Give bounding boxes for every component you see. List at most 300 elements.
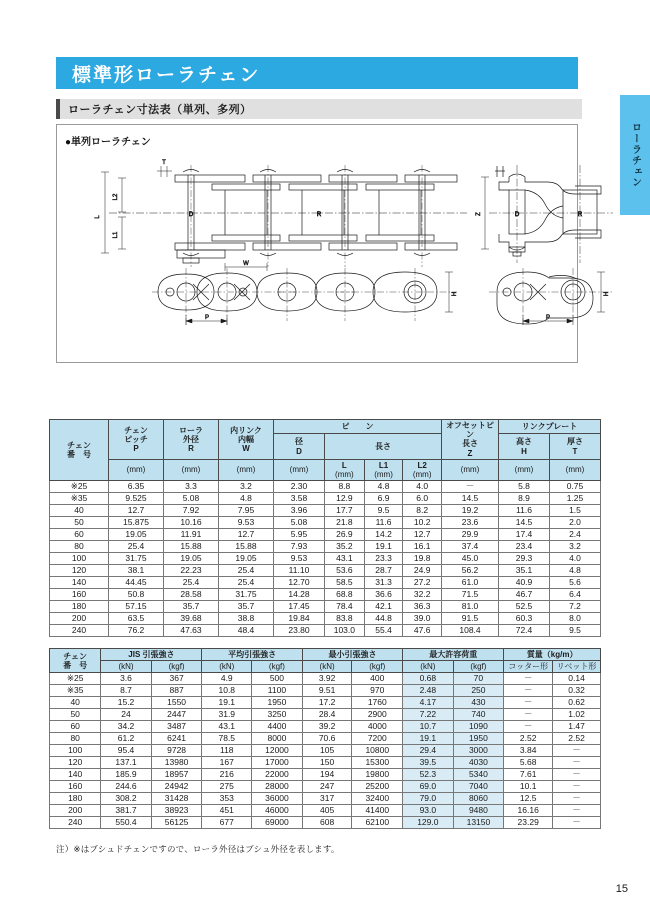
cell-L: 21.8 <box>325 517 365 529</box>
cell-avg_kgf: 28000 <box>252 781 303 793</box>
cell-chain-number: 40 <box>50 505 109 517</box>
cell-L: 58.5 <box>325 577 365 589</box>
dimensions-table-body <box>50 481 601 637</box>
table-row <box>50 769 601 781</box>
cell-D: 17.45 <box>274 601 325 613</box>
cell-jis_kN: 24 <box>101 709 151 721</box>
table-row <box>50 757 601 769</box>
roller-chain-technical-drawing <box>57 125 610 362</box>
cell-avg_kgf: 8000 <box>252 733 303 745</box>
unit-avg-kn: (kN) <box>202 661 252 673</box>
cell-avg_kgf: 17000 <box>252 757 303 769</box>
cell-chain-number: 100 <box>50 553 109 565</box>
table-row <box>50 553 601 565</box>
col-group-jis-tensile: JIS 引張強さ <box>101 649 202 661</box>
cell-L: 8.8 <box>325 481 365 493</box>
cell-jis_kN: 34.2 <box>101 721 151 733</box>
cell-chain-number: 140 <box>50 769 101 781</box>
cell-min_kgf: 32400 <box>352 793 403 805</box>
cell-L1: 14.2 <box>364 529 403 541</box>
cell-W: 12.7 <box>219 529 274 541</box>
cell-cotter: － <box>504 709 553 721</box>
cell-avg_kgf: 36000 <box>252 793 303 805</box>
cell-jis_kN: 61.2 <box>101 733 151 745</box>
page-title-band <box>56 57 578 89</box>
strength-table-body <box>50 673 601 829</box>
cell-min_kN: 28.4 <box>302 709 352 721</box>
cell-P: 6.35 <box>109 481 164 493</box>
cell-rivet: － <box>553 805 601 817</box>
cell-D: 23.80 <box>274 625 325 637</box>
cell-R: 22.23 <box>164 565 219 577</box>
figure-panel <box>56 124 610 363</box>
cell-L: 17.7 <box>325 505 365 517</box>
cell-L1: 6.9 <box>364 493 403 505</box>
cell-H: 17.4 <box>499 529 550 541</box>
cell-L1: 55.4 <box>364 625 403 637</box>
cell-T: 1.5 <box>550 505 601 517</box>
cell-L1: 4.8 <box>364 481 403 493</box>
col-mass-rivet: リベット形 <box>553 661 601 673</box>
col-pitch-symbol: P <box>133 443 139 453</box>
cell-D: 11.10 <box>274 565 325 577</box>
section-header-title: ローラチェン寸法表（単列、多列） <box>68 104 252 116</box>
cell-chain-number: 140 <box>50 577 109 589</box>
cell-jis_kgf: 1550 <box>151 697 202 709</box>
cell-L: 53.6 <box>325 565 365 577</box>
side-index-tab[interactable] <box>620 95 650 215</box>
cell-T: 4.8 <box>550 565 601 577</box>
cell-max_kgf: 430 <box>453 697 504 709</box>
cell-chain-number: 180 <box>50 601 109 613</box>
cell-min_kN: 247 <box>302 781 352 793</box>
cell-W: 3.2 <box>219 481 274 493</box>
cell-max_kN: 7.22 <box>403 709 453 721</box>
cell-rivet: 0.32 <box>553 685 601 697</box>
cell-Z: 56.2 <box>442 565 499 577</box>
col-plate-thickness-symbol: T <box>572 446 578 456</box>
col-pin-L1 <box>364 459 403 480</box>
cell-D: 9.53 <box>274 553 325 565</box>
cell-T: 1.25 <box>550 493 601 505</box>
cell-cotter: 5.68 <box>504 757 553 769</box>
strength-header-row-1 <box>50 649 601 661</box>
cell-H: 11.6 <box>499 505 550 517</box>
col-offset-line2: 長さ <box>462 439 478 449</box>
cell-L2: 8.2 <box>403 505 442 517</box>
cell-D: 3.58 <box>274 493 325 505</box>
cell-Z: 19.2 <box>442 505 499 517</box>
unit-pitch: (mm) <box>109 459 164 480</box>
cell-min_kgf: 15300 <box>352 757 403 769</box>
svg-text:D: D <box>514 212 520 218</box>
cell-R: 7.92 <box>164 505 219 517</box>
cell-min_kN: 39.2 <box>302 721 352 733</box>
unit-plate-height: (mm) <box>499 459 550 480</box>
cell-min_kN: 105 <box>302 745 352 757</box>
cell-L2: 10.2 <box>403 517 442 529</box>
cell-T: 3.2 <box>550 541 601 553</box>
cell-L1: 19.1 <box>364 541 403 553</box>
cell-P: 31.75 <box>109 553 164 565</box>
cell-rivet: － <box>553 757 601 769</box>
cell-avg_kgf: 46000 <box>252 805 303 817</box>
col-pin-dia <box>274 434 325 459</box>
cell-min_kgf: 41400 <box>352 805 403 817</box>
cell-rivet: － <box>553 817 601 829</box>
cell-W: 15.88 <box>219 541 274 553</box>
dimensions-header-row-1 <box>50 420 601 434</box>
col-width-symbol: W <box>242 443 250 453</box>
table-row <box>50 685 601 697</box>
dimensions-table-head <box>50 420 601 481</box>
cell-jis_kgf: 38923 <box>151 805 202 817</box>
cell-P: 63.5 <box>109 613 164 625</box>
cell-Z: 14.5 <box>442 493 499 505</box>
cell-avg_kN: 43.1 <box>202 721 252 733</box>
cell-max_kgf: 250 <box>453 685 504 697</box>
svg-text:L: L <box>95 215 101 219</box>
col-plate-thickness <box>550 434 601 459</box>
col-pin-dia-line1: 径 <box>295 437 303 447</box>
cell-P: 15.875 <box>109 517 164 529</box>
cell-avg_kgf: 1100 <box>252 685 303 697</box>
cell-R: 10.16 <box>164 517 219 529</box>
cell-D: 2.30 <box>274 481 325 493</box>
cell-max_kgf: 9480 <box>453 805 504 817</box>
cell-L1: 44.8 <box>364 613 403 625</box>
cell-jis_kgf: 367 <box>151 673 202 685</box>
cell-min_kgf: 19800 <box>352 769 403 781</box>
col-roller-symbol: R <box>188 443 194 453</box>
cell-L2: 16.1 <box>403 541 442 553</box>
cell-H: 8.9 <box>499 493 550 505</box>
col-roller-line2: 外径 <box>183 434 199 444</box>
cell-max_kN: 93.0 <box>403 805 453 817</box>
cell-jis_kN: 8.7 <box>101 685 151 697</box>
cell-H: 29.3 <box>499 553 550 565</box>
cell-min_kN: 3.92 <box>302 673 352 685</box>
col-offset-symbol: Z <box>467 448 473 458</box>
cell-R: 25.4 <box>164 577 219 589</box>
cell-max_kN: 2.48 <box>403 685 453 697</box>
col-group-pin: ピ ン <box>274 420 442 434</box>
cell-Z: 29.9 <box>442 529 499 541</box>
cell-jis_kN: 15.2 <box>101 697 151 709</box>
cell-W: 31.75 <box>219 589 274 601</box>
col-pin-L <box>325 459 365 480</box>
cell-W: 38.8 <box>219 613 274 625</box>
col-plate-height-line1: 高さ <box>516 437 532 447</box>
cell-max_kN: 10.7 <box>403 721 453 733</box>
cell-jis_kN: 244.6 <box>101 781 151 793</box>
col-pitch-line1: チェン <box>124 425 148 435</box>
unit-jis-kn: (kN) <box>101 661 151 673</box>
cell-Z: 37.4 <box>442 541 499 553</box>
cell-max_kN: 129.0 <box>403 817 453 829</box>
cell-T: 2.0 <box>550 517 601 529</box>
cell-chain-number: 60 <box>50 529 109 541</box>
cell-P: 38.1 <box>109 565 164 577</box>
col-group-mass: 質量（kg/m） <box>504 649 601 661</box>
cell-chain-number: 60 <box>50 721 101 733</box>
col-width-line1: 内リンク <box>230 425 262 435</box>
table-row <box>50 745 601 757</box>
cell-P: 19.05 <box>109 529 164 541</box>
cell-rivet: － <box>553 745 601 757</box>
unit-pin-L: (mm) <box>335 469 354 479</box>
col-chain-number-strength-line1: チェン <box>63 651 88 661</box>
table-row <box>50 541 601 553</box>
figure-caption: ●単列ローラチェン <box>65 137 151 148</box>
cell-avg_kgf: 22000 <box>252 769 303 781</box>
cell-P: 76.2 <box>109 625 164 637</box>
cell-L2: 39.0 <box>403 613 442 625</box>
cell-chain-number: ※35 <box>50 685 101 697</box>
table-row <box>50 601 601 613</box>
cell-max_kgf: 13150 <box>453 817 504 829</box>
cell-Z: 71.5 <box>442 589 499 601</box>
cell-Z: 23.6 <box>442 517 499 529</box>
cell-cotter: 10.1 <box>504 781 553 793</box>
col-plate-height-symbol: H <box>521 446 527 456</box>
cell-avg_kN: 677 <box>202 817 252 829</box>
table-row <box>50 529 601 541</box>
cell-min_kN: 9.51 <box>302 685 352 697</box>
cell-L1: 28.7 <box>364 565 403 577</box>
table-row <box>50 589 601 601</box>
cell-jis_kN: 3.6 <box>101 673 151 685</box>
cell-chain-number: 180 <box>50 793 101 805</box>
col-pin-L1-symbol: L1 <box>378 460 389 470</box>
cell-max_kN: 39.5 <box>403 757 453 769</box>
cell-jis_kgf: 2447 <box>151 709 202 721</box>
cell-W: 48.4 <box>219 625 274 637</box>
cell-avg_kN: 118 <box>202 745 252 757</box>
cell-L1: 36.6 <box>364 589 403 601</box>
cell-rivet: 2.52 <box>553 733 601 745</box>
cell-avg_kN: 216 <box>202 769 252 781</box>
cell-avg_kgf: 12000 <box>252 745 303 757</box>
cell-L: 26.9 <box>325 529 365 541</box>
cell-D: 19.84 <box>274 613 325 625</box>
cell-min_kN: 608 <box>302 817 352 829</box>
table-footnote: 注）※はブシュドチェンですので、ローラ外径はブシュ外径を表します。 <box>56 844 340 854</box>
cell-W: 7.95 <box>219 505 274 517</box>
cell-P: 57.15 <box>109 601 164 613</box>
table-row <box>50 673 601 685</box>
cell-chain-number: 240 <box>50 817 101 829</box>
cell-rivet: 0.62 <box>553 697 601 709</box>
cell-L2: 19.8 <box>403 553 442 565</box>
cell-L: 68.8 <box>325 589 365 601</box>
table-row <box>50 733 601 745</box>
col-group-pin-length: 長さ <box>325 434 442 459</box>
cell-L: 12.9 <box>325 493 365 505</box>
cell-jis_kN: 137.1 <box>101 757 151 769</box>
cell-D: 5.08 <box>274 517 325 529</box>
col-chain-number-strength-line2: 番 号 <box>63 660 88 670</box>
cell-R: 35.7 <box>164 601 219 613</box>
cell-W: 25.4 <box>219 577 274 589</box>
cell-chain-number: 40 <box>50 697 101 709</box>
col-pin-L2-symbol: L2 <box>417 460 427 470</box>
cell-T: 9.5 <box>550 625 601 637</box>
cell-avg_kN: 31.9 <box>202 709 252 721</box>
cell-max_kgf: 1950 <box>453 733 504 745</box>
cell-H: 40.9 <box>499 577 550 589</box>
cell-avg_kN: 275 <box>202 781 252 793</box>
cell-D: 7.93 <box>274 541 325 553</box>
cell-W: 19.05 <box>219 553 274 565</box>
cell-T: 2.4 <box>550 529 601 541</box>
cell-P: 25.4 <box>109 541 164 553</box>
cell-W: 25.4 <box>219 565 274 577</box>
cell-T: 6.4 <box>550 589 601 601</box>
col-offset-line1: オフセットピン <box>446 421 494 440</box>
cell-W: 9.53 <box>219 517 274 529</box>
cell-jis_kgf: 18957 <box>151 769 202 781</box>
cell-L1: 31.3 <box>364 577 403 589</box>
unit-max-kn: (kN) <box>403 661 453 673</box>
cell-chain-number: 120 <box>50 757 101 769</box>
unit-offset: (mm) <box>442 459 499 480</box>
svg-text:Z: Z <box>476 212 482 216</box>
table-row <box>50 793 601 805</box>
cell-jis_kN: 550.4 <box>101 817 151 829</box>
cell-rivet: 1.02 <box>553 709 601 721</box>
cell-jis_kgf: 9728 <box>151 745 202 757</box>
cell-P: 12.7 <box>109 505 164 517</box>
cell-chain-number: ※25 <box>50 673 101 685</box>
cell-cotter: 16.16 <box>504 805 553 817</box>
cell-max_kgf: 70 <box>453 673 504 685</box>
cell-max_kN: 52.3 <box>403 769 453 781</box>
cell-L: 78.4 <box>325 601 365 613</box>
cell-L1: 42.1 <box>364 601 403 613</box>
cell-cotter: 23.29 <box>504 817 553 829</box>
cell-R: 5.08 <box>164 493 219 505</box>
cell-avg_kgf: 69000 <box>252 817 303 829</box>
cell-chain-number: 80 <box>50 541 109 553</box>
cell-P: 50.8 <box>109 589 164 601</box>
cell-min_kgf: 400 <box>352 673 403 685</box>
unit-avg-kgf: (kgf) <box>252 661 303 673</box>
cell-chain-number: 240 <box>50 625 109 637</box>
cell-jis_kgf: 3487 <box>151 721 202 733</box>
cell-cotter: － <box>504 673 553 685</box>
cell-min_kN: 150 <box>302 757 352 769</box>
cell-avg_kgf: 4400 <box>252 721 303 733</box>
section-header-band <box>56 99 582 119</box>
cell-jis_kgf: 887 <box>151 685 202 697</box>
cell-avg_kN: 78.5 <box>202 733 252 745</box>
cell-H: 72.4 <box>499 625 550 637</box>
svg-text:R: R <box>577 212 583 218</box>
cell-jis_kN: 381.7 <box>101 805 151 817</box>
cell-L2: 24.9 <box>403 565 442 577</box>
col-offset-pin <box>442 420 499 460</box>
cell-R: 28.58 <box>164 589 219 601</box>
cell-Z: 108.4 <box>442 625 499 637</box>
svg-text:R: R <box>316 212 322 218</box>
strength-table-head <box>50 649 601 673</box>
cell-T: 0.75 <box>550 481 601 493</box>
cell-H: 23.4 <box>499 541 550 553</box>
cell-Z: 45.0 <box>442 553 499 565</box>
cell-chain-number: 160 <box>50 781 101 793</box>
cell-Z: 81.0 <box>442 601 499 613</box>
cell-T: 8.0 <box>550 613 601 625</box>
cell-avg_kN: 451 <box>202 805 252 817</box>
cell-avg_kN: 4.9 <box>202 673 252 685</box>
cell-L2: 4.0 <box>403 481 442 493</box>
col-chain-number-line2: 番 号 <box>67 450 91 460</box>
cell-L: 35.2 <box>325 541 365 553</box>
cell-max_kN: 29.4 <box>403 745 453 757</box>
unit-max-kgf: (kgf) <box>453 661 504 673</box>
table-row <box>50 493 601 505</box>
cell-D: 3.96 <box>274 505 325 517</box>
cell-L1: 23.3 <box>364 553 403 565</box>
cell-H: 14.5 <box>499 517 550 529</box>
cell-avg_kN: 167 <box>202 757 252 769</box>
cell-R: 15.88 <box>164 541 219 553</box>
cell-T: 4.0 <box>550 553 601 565</box>
col-roller-line1: ローラ <box>179 425 203 435</box>
cell-L: 103.0 <box>325 625 365 637</box>
cell-W: 35.7 <box>219 601 274 613</box>
cell-R: 39.68 <box>164 613 219 625</box>
cell-chain-number: 100 <box>50 745 101 757</box>
table-row <box>50 781 601 793</box>
cell-jis_kgf: 24942 <box>151 781 202 793</box>
cell-max_kgf: 8060 <box>453 793 504 805</box>
cell-avg_kN: 19.1 <box>202 697 252 709</box>
col-chain-number <box>50 420 109 481</box>
col-mass-cotter: コッター形 <box>504 661 553 673</box>
cell-max_kgf: 7040 <box>453 781 504 793</box>
unit-pin-L2: (mm) <box>412 469 432 479</box>
cell-rivet: 0.14 <box>553 673 601 685</box>
svg-text:L2: L2 <box>113 193 119 201</box>
col-plate-height <box>499 434 550 459</box>
unit-width: (mm) <box>219 459 274 480</box>
table-row <box>50 721 601 733</box>
cell-avg_kgf: 500 <box>252 673 303 685</box>
svg-text:T: T <box>162 160 166 166</box>
cell-L: 83.8 <box>325 613 365 625</box>
table-row <box>50 517 601 529</box>
col-pin-L-symbol: L <box>341 460 347 470</box>
cell-avg_kN: 10.8 <box>202 685 252 697</box>
svg-text:W: W <box>243 261 249 267</box>
cell-jis_kN: 308.2 <box>101 793 151 805</box>
table-row <box>50 817 601 829</box>
cell-D: 12.70 <box>274 577 325 589</box>
cell-chain-number: 80 <box>50 733 101 745</box>
cell-R: 19.05 <box>164 553 219 565</box>
col-pin-dia-symbol: D <box>296 446 302 456</box>
cell-rivet: 1.47 <box>553 721 601 733</box>
col-pitch <box>109 420 164 460</box>
table-row <box>50 565 601 577</box>
cell-min_kgf: 7200 <box>352 733 403 745</box>
cell-avg_kgf: 1950 <box>252 697 303 709</box>
col-group-minimum-tensile: 最小引張強さ <box>302 649 402 661</box>
strength-header-row-2 <box>50 661 601 673</box>
col-plate-thickness-line1: 厚さ <box>567 437 583 447</box>
